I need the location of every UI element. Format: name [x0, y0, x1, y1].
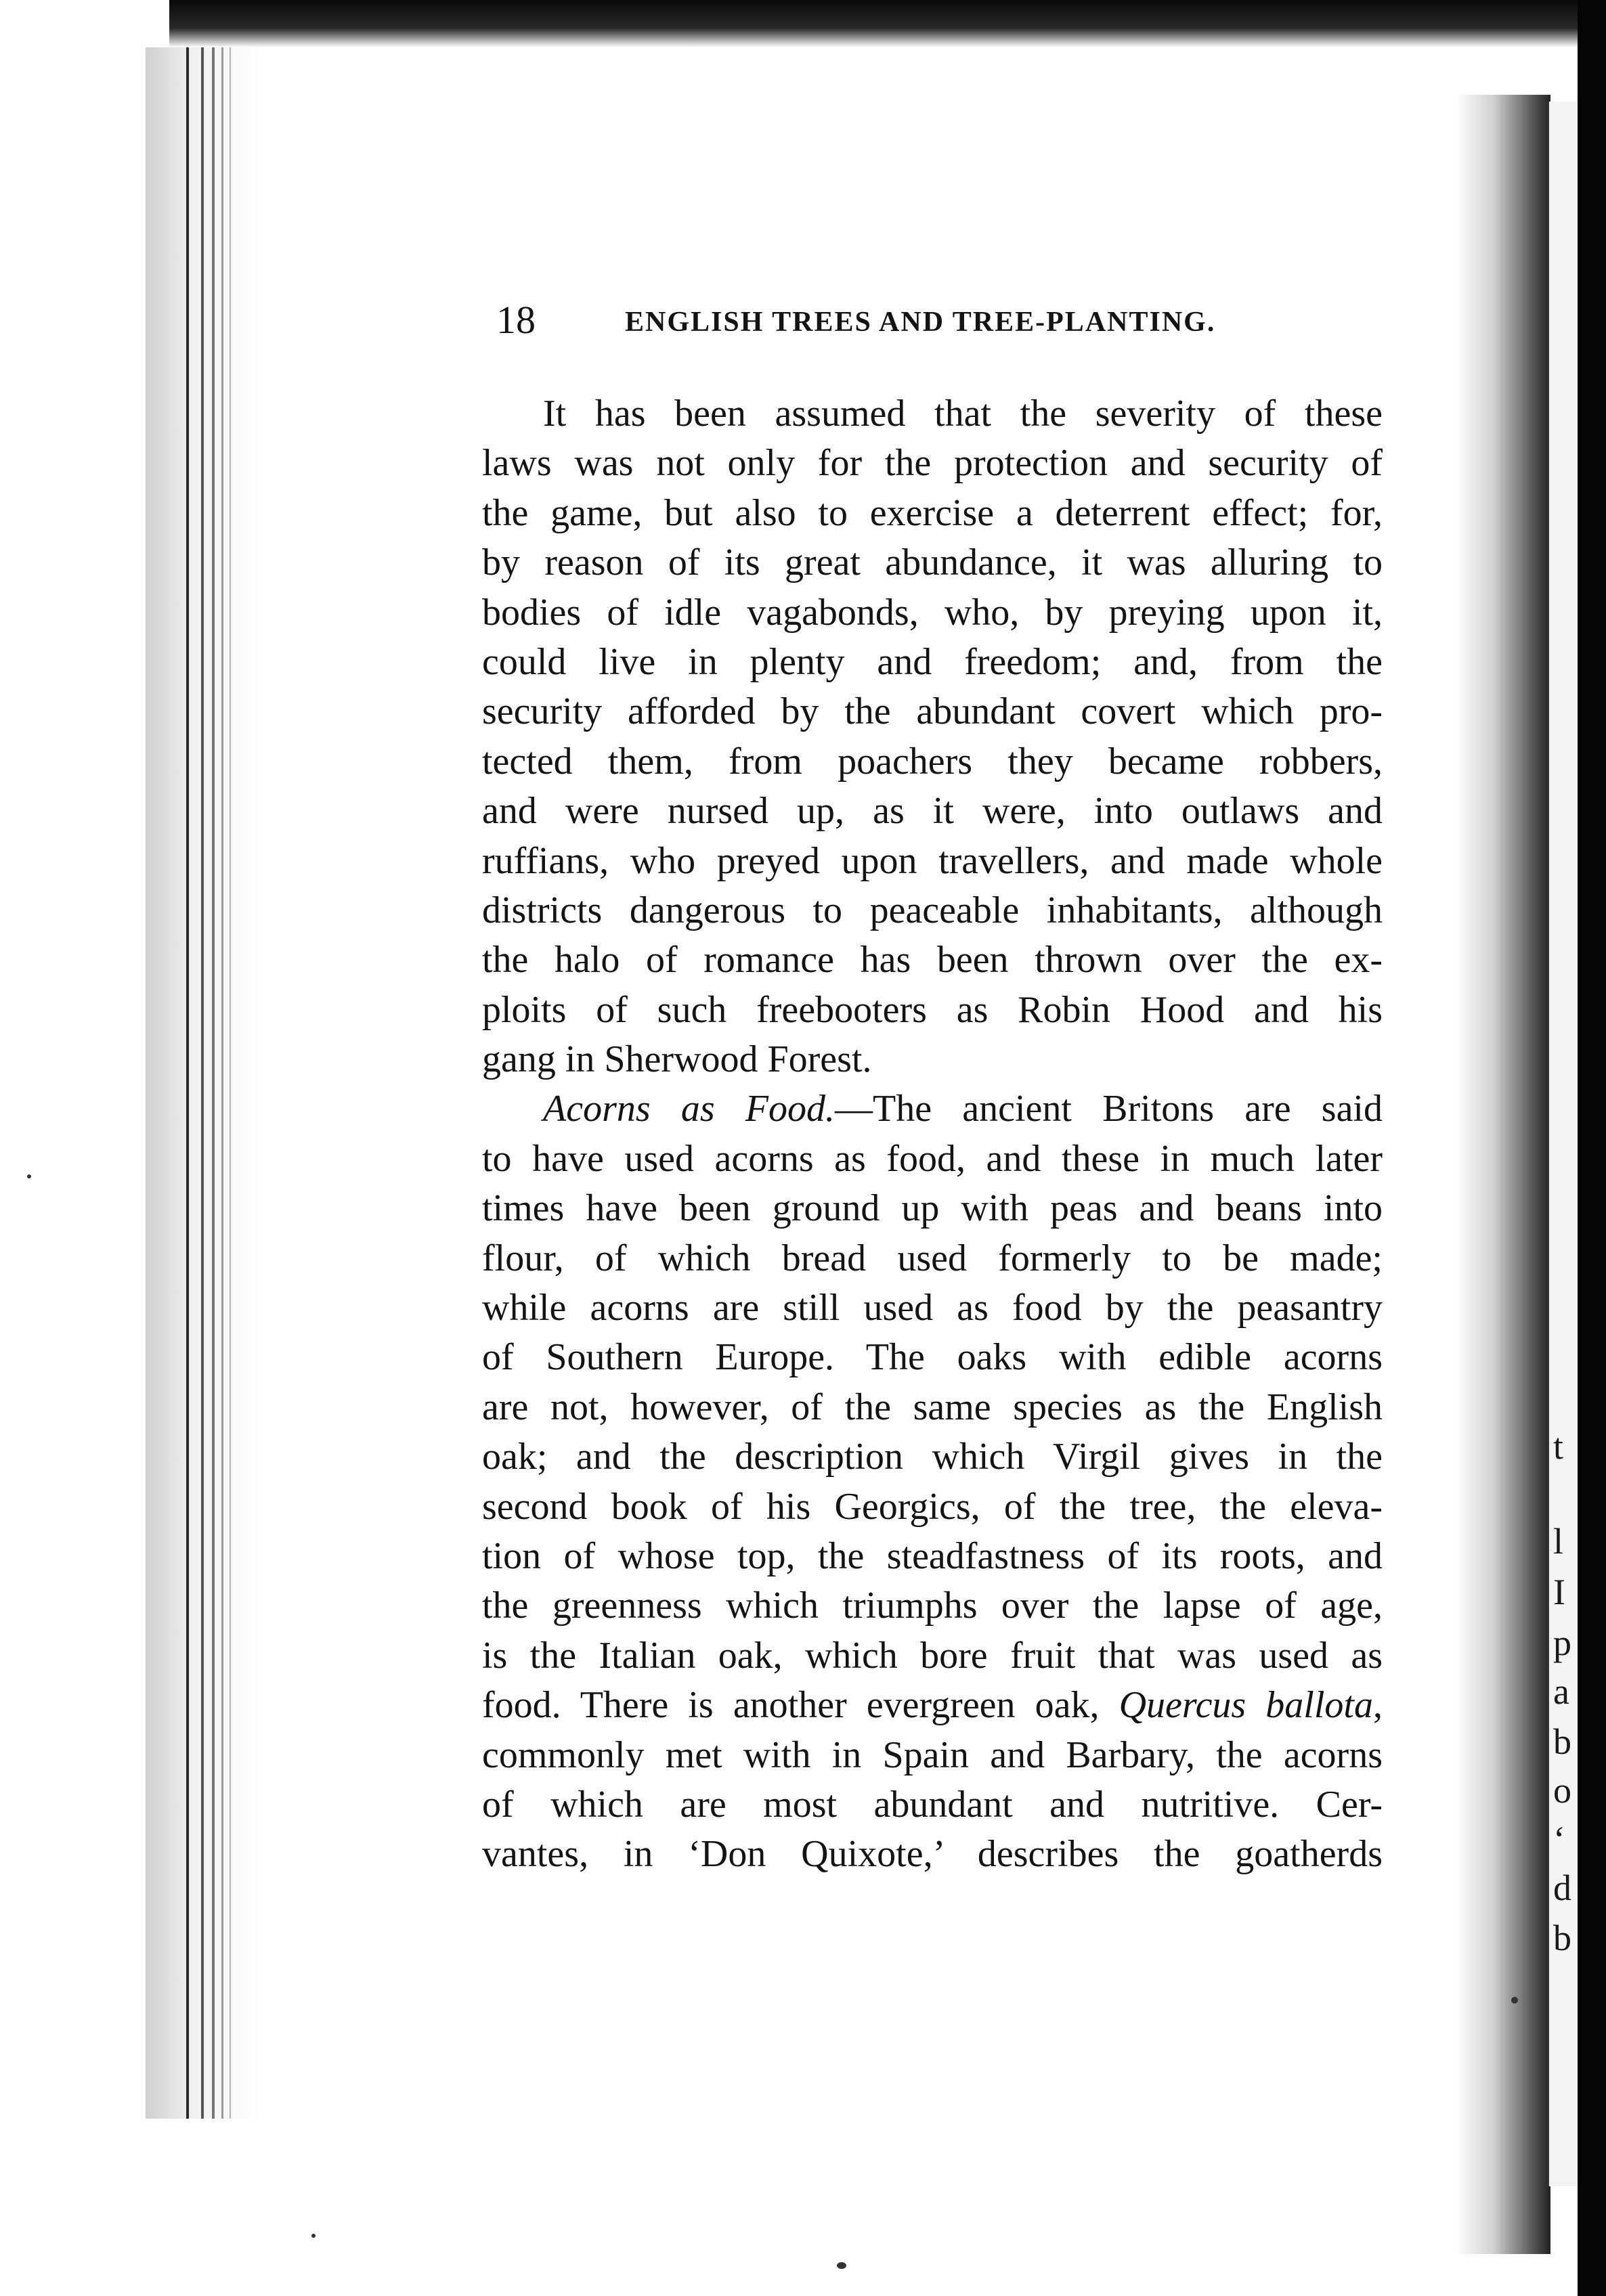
text-line: and were nursed up, as it were, into outlaws and: [482, 790, 1383, 833]
text-line: are not, however, of the same species as the English: [482, 1386, 1383, 1428]
scan-speck: [1511, 1997, 1518, 2004]
text-line: of Southern Europe. The oaks with edible acorns: [482, 1336, 1383, 1379]
scan-speck: [311, 2234, 316, 2238]
text-line: the halo of romance has been thrown over the ex-: [482, 939, 1383, 981]
text-line-part: ,: [1373, 1684, 1383, 1727]
page-header: [496, 296, 1282, 344]
text-line: to have used acorns as food, and these in much later: [482, 1137, 1383, 1180]
text-line: of which are most abundant and nutritive. Cer-: [482, 1783, 1383, 1826]
text-line: while acorns are still used as food by the peasantry: [482, 1287, 1383, 1329]
text-line: It has been assumed that the severity of these: [543, 393, 1383, 435]
facing-page-letter: t: [1553, 1426, 1564, 1467]
text-line: commonly met with in Spain and Barbary, the acorns: [482, 1734, 1383, 1776]
text-line: ploits of such freebooters as Robin Hood and his: [482, 988, 1383, 1031]
facing-page-letter: a: [1553, 1671, 1569, 1712]
scan-speck: [27, 1174, 31, 1178]
text-line: could live in plenty and freedom; and, from the: [482, 640, 1383, 683]
text-line: tected them, from poachers they became robbers,: [482, 740, 1383, 782]
scan-speck: [837, 2262, 846, 2269]
text-line: vantes, in ‘Don Quixote,’ describes the goatherds: [482, 1833, 1383, 1876]
text-line: [482, 1681, 1383, 1730]
page-number: 18: [496, 298, 536, 342]
text-line: security afforded by the abundant covert which pro-: [482, 690, 1383, 733]
section-heading: Acorns as Food.: [543, 1088, 835, 1130]
text-line: is the Italian oak, which bore fruit that was used as: [482, 1634, 1383, 1677]
section-first-line: [482, 1084, 1383, 1134]
facing-page-letter: b: [1553, 1721, 1571, 1762]
text-line: gang in Sherwood Forest.: [482, 1038, 872, 1081]
text-line-part: food. There is another evergreen oak,: [482, 1684, 1119, 1727]
section-first-line-text: —The ancient Britons are said: [835, 1088, 1383, 1130]
facing-page-letter: p: [1553, 1622, 1571, 1663]
text-line: laws was not only for the protection and security of: [482, 442, 1383, 485]
facing-page-letter: ‘: [1553, 1819, 1565, 1859]
text-line: times have been ground up with peas and beans into: [482, 1187, 1383, 1230]
facing-page-letter: o: [1553, 1770, 1571, 1811]
species-name: Quercus ballota: [1119, 1684, 1373, 1727]
text-line: by reason of its great abundance, it was alluring to: [482, 542, 1383, 584]
text-line: districts dangerous to peaceable inhabitants, although: [482, 889, 1383, 931]
facing-page-letter: I: [1553, 1572, 1565, 1612]
text-line: ruffians, who preyed upon travellers, and made whole: [482, 839, 1383, 882]
facing-page-letter: b: [1553, 1918, 1571, 1958]
text-line: tion of whose top, the steadfastness of its roots, and: [482, 1535, 1383, 1577]
text-line: second book of his Georgics, of the tree, the eleva-: [482, 1485, 1383, 1528]
text-line: the greenness which triumphs over the lapse of age,: [482, 1585, 1383, 1627]
text-line: the game, but also to exercise a deterrent effect; for,: [482, 491, 1383, 534]
text-line: oak; and the description which Virgil gives in the: [482, 1436, 1383, 1478]
facing-page-letter: l: [1553, 1521, 1564, 1562]
text-line: flour, of which bread used formerly to be made;: [482, 1237, 1383, 1279]
body-text: [482, 389, 1383, 1880]
facing-page-letter: d: [1553, 1868, 1571, 1908]
text-line: bodies of idle vagabonds, who, by preying upon it,: [482, 591, 1383, 634]
running-title: ENGLISH TREES AND TREE-PLANTING.: [625, 307, 1216, 338]
